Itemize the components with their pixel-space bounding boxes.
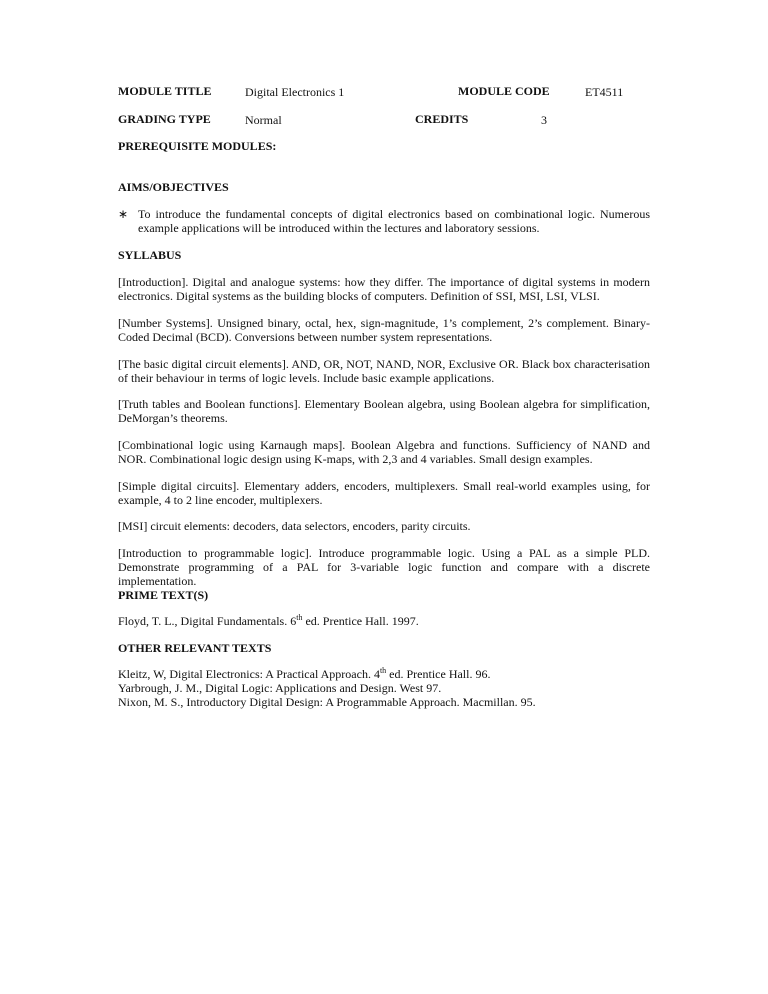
syllabus-item-basic-elements: [The basic digital circuit elements]. AND, OR, NOT, NAND, NOR, Exclusive OR. Black box characterisation of their behaviour in terms of logic levels. Include basic example applications.: [118, 357, 650, 385]
module-code-value: ET4511: [585, 85, 624, 99]
aims-heading: AIMS/OBJECTIVES: [118, 180, 229, 194]
syllabus-item-truth-tables: [Truth tables and Boolean functions]. Elementary Boolean algebra, using Boolean algebra for simplification, DeMorgan’s theorems.: [118, 397, 650, 425]
prime-texts-heading: PRIME TEXT(S): [118, 588, 209, 602]
aims-bullet-item: [118, 207, 650, 235]
grading-type-label: GRADING TYPE: [118, 112, 211, 126]
ref-text: Floyd, T. L., Digital Fundamentals. 6: [118, 614, 297, 628]
syllabus-item-introduction: [Introduction]. Digital and analogue systems: how they differ. The importance of digital systems in modern electronics. Digital systems as the building blocks of computers. Definition of SSI, MSI, LSI, VLSI.: [118, 275, 650, 303]
syllabus-heading: SYLLABUS: [118, 248, 182, 262]
other-text-item: [118, 681, 678, 695]
ref-text: Kleitz, W, Digital Electronics: A Practical Approach. 4: [118, 667, 380, 681]
syllabus-item-programmable-logic: [Introduction to programmable logic]. Introduce programmable logic. Using a PAL as a simple PLD. Demonstrate programming of a PAL for 3-variable logic function and compare with a discrete implementation.: [118, 546, 650, 588]
module-code-label: MODULE CODE: [458, 84, 550, 98]
syllabus-item-msi-elements: [MSI] circuit elements: decoders, data selectors, encoders, parity circuits.: [118, 519, 471, 533]
ref-superscript: th: [379, 666, 387, 675]
other-texts-heading: OTHER RELEVANT TEXTS: [118, 641, 272, 655]
ref-superscript: th: [296, 613, 303, 622]
ref-text-rest: ed. Prentice Hall. 96.: [386, 667, 491, 681]
grading-type-value: Normal: [245, 113, 282, 127]
ref-text-rest: ed. Prentice Hall. 1997.: [302, 614, 419, 628]
credits-value: 3: [541, 113, 547, 127]
ref-text: Nixon, M. S., Introductory Digital Design: A Programmable Approach. Macmillan. 95.: [118, 695, 536, 709]
other-text-item: [118, 667, 678, 681]
bullet-icon: ∗: [118, 207, 129, 221]
aims-item-text: To introduce the fundamental concepts of digital electronics based on combinational logic. Numerous example applications will be introduced within the lectures and laboratory sessions.: [138, 207, 650, 235]
module-title-value: Digital Electronics 1: [245, 85, 345, 99]
other-texts-list: [118, 667, 678, 709]
ref-text: Yarbrough, J. M., Digital Logic: Applications and Design. West 97.: [118, 681, 442, 695]
credits-label: CREDITS: [415, 112, 469, 126]
syllabus-item-simple-circuits: [Simple digital circuits]. Elementary adders, encoders, multiplexers. Small real-world examples using, for example, 4 to 2 line encoder, multiplexers.: [118, 479, 650, 507]
syllabus-item-karnaugh-maps: [Combinational logic using Karnaugh maps]. Boolean Algebra and functions. Sufficiency of NAND and NOR. Combinational logic design using K-maps, with 2,3 and 4 variables. Small design examples.: [118, 438, 650, 466]
other-text-item: [118, 695, 678, 709]
prerequisite-modules-label: PREREQUISITE MODULES:: [118, 139, 277, 153]
syllabus-item-number-systems: [Number Systems]. Unsigned binary, octal, hex, sign-magnitude, 1’s complement, 2’s complement. Binary-Coded Decimal (BCD). Conversions between number system representations.: [118, 316, 650, 344]
prime-text-item: [118, 614, 650, 628]
module-title-label: MODULE TITLE: [118, 84, 212, 98]
